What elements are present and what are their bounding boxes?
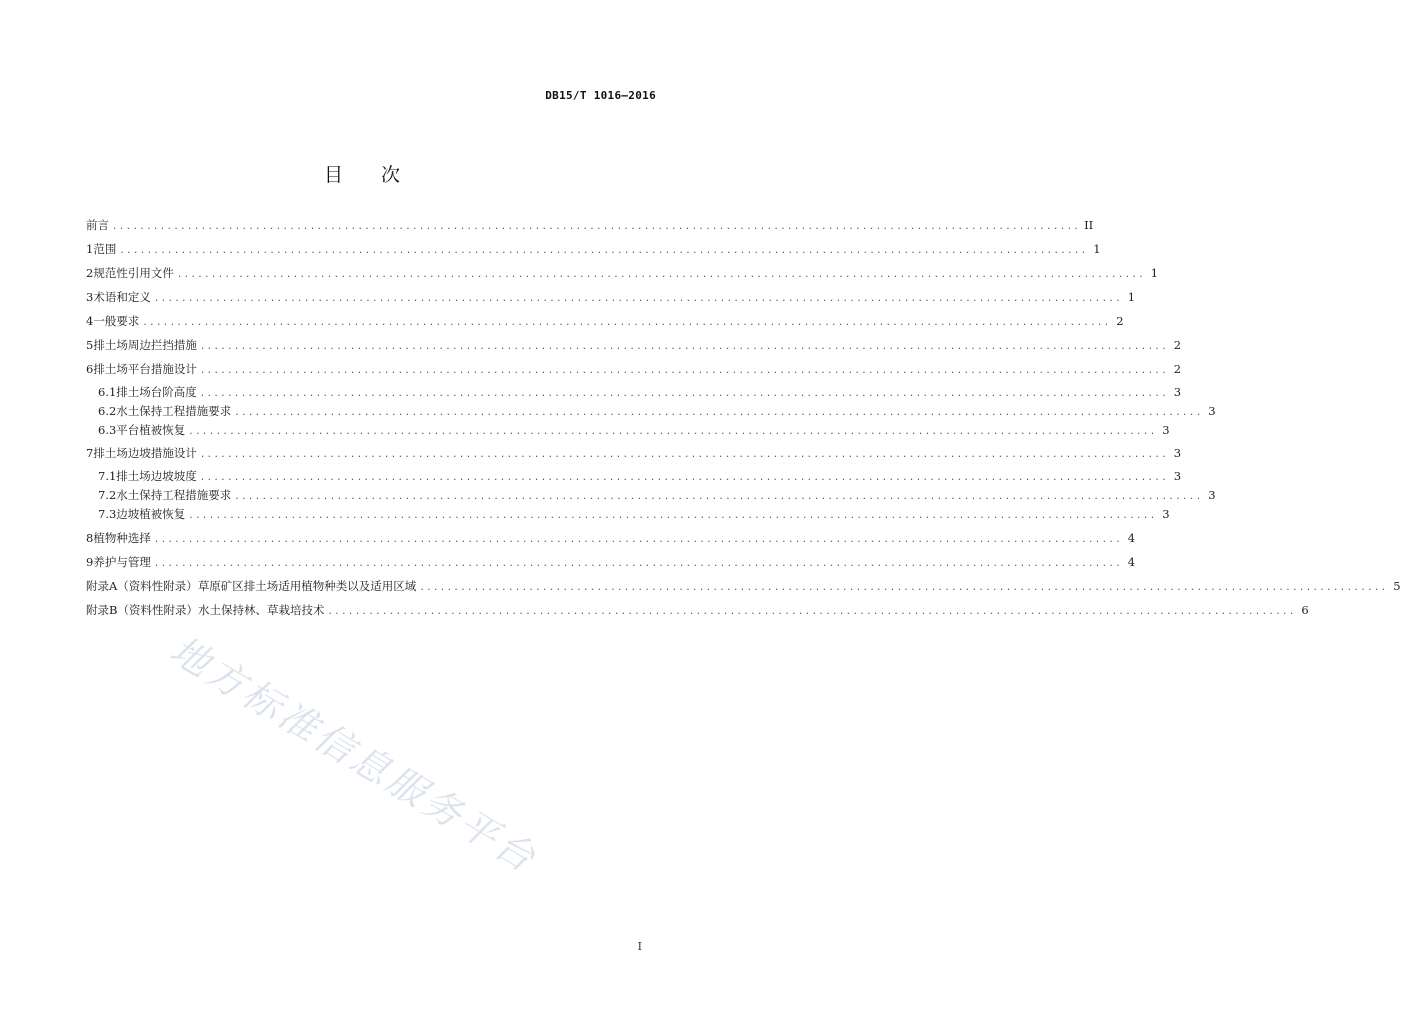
toc-item-page: 3	[1208, 404, 1216, 418]
toc-subitem[interactable]	[98, 384, 1182, 404]
toc-item-number: 7.1	[98, 469, 117, 483]
toc-item-number: 4	[86, 314, 94, 328]
toc-item-page: 3	[1173, 469, 1182, 483]
toc-item-page: 6	[1301, 603, 1309, 617]
toc-item-page: 3	[1173, 446, 1182, 460]
toc-item-page: 1	[1093, 242, 1101, 256]
toc-leader-dots: ..............................................................................................................................................	[112, 222, 1081, 232]
toc-appendix-item[interactable]	[86, 602, 1309, 622]
toc-item-label: 排土场周边拦挡措施	[93, 338, 197, 352]
watermark: 地方标准信息服务平台	[162, 627, 546, 882]
toc-leader-dots: ..............................................................................................................................................	[234, 408, 1203, 418]
toc-item-label: 规范性引用文件	[93, 266, 174, 280]
toc-item-label: 排土场边坡坡度	[116, 469, 197, 483]
toc-item[interactable]	[86, 554, 1136, 574]
toc-item[interactable]	[86, 241, 1101, 261]
toc-item-number: 6.2	[98, 404, 117, 418]
toc-item[interactable]	[86, 445, 1182, 465]
toc-item[interactable]	[86, 265, 1159, 285]
toc-appendix-item[interactable]	[86, 578, 1401, 598]
toc-item-page: 2	[1173, 362, 1182, 376]
toc-subitem[interactable]	[98, 422, 1170, 442]
toc-subitem[interactable]	[98, 506, 1170, 526]
toc-appendix-number: 附录B（资料性附录）	[86, 603, 198, 617]
toc-appendix-number: 附录A（资料性附录）	[86, 579, 198, 593]
toc-item-label: 范围	[93, 242, 117, 256]
footer-page-number: I	[637, 940, 642, 953]
toc-leader-dots: ..............................................................................................................................................	[153, 294, 1123, 304]
toc-item-label: 一般要求	[93, 314, 140, 328]
toc-leader-dots: ..............................................................................................................................................	[234, 492, 1203, 502]
toc-item-label: 水土保持工程措施要求	[116, 404, 232, 418]
toc-leader-dots: ..............................................................................................................................................	[188, 427, 1157, 437]
toc-item[interactable]	[86, 289, 1136, 309]
toc-subitem[interactable]	[98, 487, 1216, 507]
toc-leader-dots: ..............................................................................................................................................	[419, 583, 1388, 593]
standard-code: DB15/T 1016—2016	[545, 89, 656, 102]
toc-item-label: 植物种选择	[93, 531, 151, 545]
toc-item-page: 2	[1173, 338, 1182, 352]
toc-leader-dots: ..............................................................................................................................................	[199, 450, 1169, 460]
toc-item-page: II	[1084, 218, 1094, 232]
toc-item[interactable]	[86, 337, 1182, 357]
toc-item-number: 8	[86, 531, 94, 545]
toc-item-number: 2	[86, 266, 94, 280]
toc-item-page: 1	[1127, 290, 1136, 304]
toc-leader-dots: ..............................................................................................................................................	[188, 511, 1157, 521]
toc-item[interactable]	[86, 313, 1124, 333]
toc-leader-dots: ..............................................................................................................................................	[119, 246, 1088, 256]
toc-item-page: 5	[1393, 579, 1401, 593]
toc-subitem[interactable]	[98, 468, 1182, 488]
toc-item-page: 3	[1208, 488, 1216, 502]
toc-item-number: 5	[86, 338, 94, 352]
toc-item-page: 4	[1127, 531, 1136, 545]
toc-item[interactable]	[86, 530, 1136, 550]
toc-item-number: 3	[86, 290, 94, 304]
toc-item-label: 养护与管理	[93, 555, 151, 569]
toc-leader-dots: ..............................................................................................................................................	[199, 342, 1169, 352]
toc-item[interactable]	[86, 217, 1094, 237]
toc-item-number: 6	[86, 362, 94, 376]
toc-leader-dots: ..............................................................................................................................................	[199, 366, 1169, 376]
toc-item-number: 6.3	[98, 423, 117, 437]
toc-item-page: 3	[1162, 423, 1170, 437]
toc-leader-dots: ..............................................................................................................................................	[199, 389, 1169, 399]
toc-item-number: 7	[86, 446, 94, 460]
toc-item-label: 水土保持林、草栽培技术	[197, 603, 325, 617]
toc-item-number: 6.1	[98, 385, 117, 399]
page-title: 目次	[323, 164, 438, 186]
toc-item-page: 2	[1116, 314, 1124, 328]
toc-item-label: 草原矿区排土场适用植物种类以及适用区域	[197, 579, 417, 593]
toc-subitem[interactable]	[98, 403, 1216, 423]
toc-leader-dots: ..............................................................................................................................................	[142, 318, 1111, 328]
toc-item-number: 7.2	[98, 488, 117, 502]
toc-item-label: 水土保持工程措施要求	[116, 488, 232, 502]
toc-item-page: 3	[1162, 507, 1170, 521]
toc-item-label: 排土场平台措施设计	[93, 362, 197, 376]
toc-item-label: 前言	[86, 218, 109, 232]
toc-item-label: 排土场台阶高度	[116, 385, 197, 399]
toc-leader-dots: ..............................................................................................................................................	[153, 559, 1123, 569]
toc-item-label: 排土场边坡措施设计	[93, 446, 197, 460]
toc-leader-dots: ..............................................................................................................................................	[153, 535, 1123, 545]
toc-leader-dots: ..............................................................................................................................................	[327, 607, 1296, 617]
toc-item-label: 术语和定义	[93, 290, 151, 304]
toc-item-label: 边坡植被恢复	[116, 507, 186, 521]
toc-item-page: 1	[1150, 266, 1159, 280]
toc-leader-dots: ..............................................................................................................................................	[176, 270, 1146, 280]
toc-item-page: 4	[1127, 555, 1136, 569]
toc-item[interactable]	[86, 361, 1182, 381]
toc-item-label: 平台植被恢复	[116, 423, 186, 437]
toc-item-page: 3	[1173, 385, 1182, 399]
toc-item-number: 1	[86, 242, 94, 256]
toc-leader-dots: ..............................................................................................................................................	[199, 473, 1169, 483]
toc-item-number: 7.3	[98, 507, 117, 521]
toc-item-number: 9	[86, 555, 94, 569]
